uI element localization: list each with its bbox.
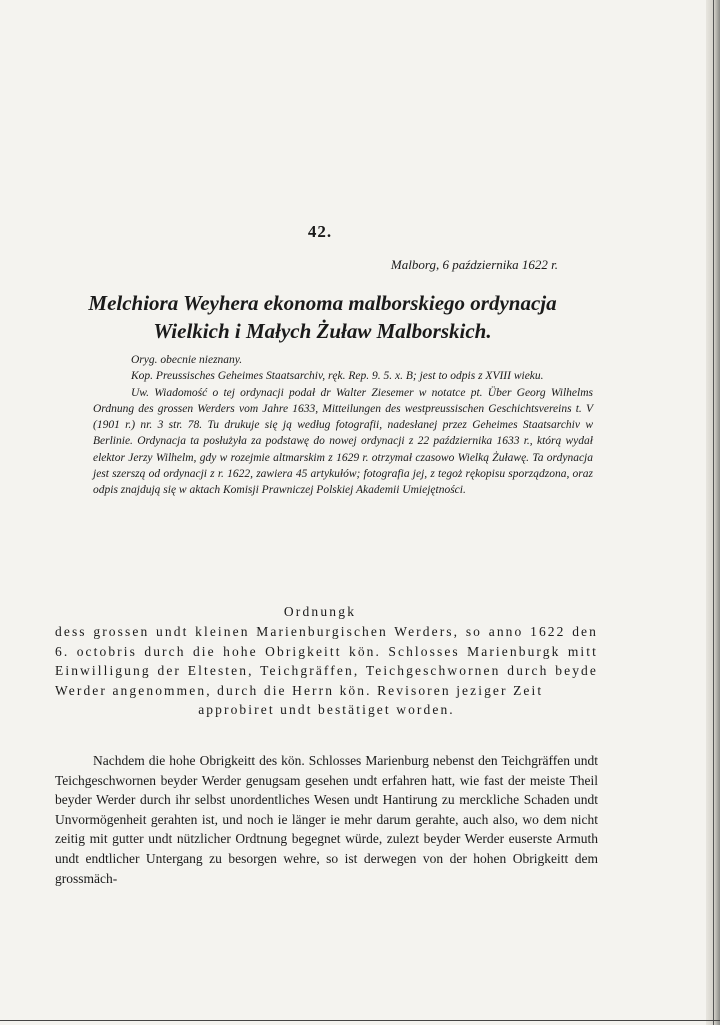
body-paragraph: Nachdem die hohe Obrigkeitt des kön. Schlosses Marienburg nebenst den Teichgräffen undt Teichgeschwornen beyder Werder genugsam gesehen undt erfahren hatt, wie fast der meiste Theil beyder Werder durch ihr selbst unordentliches Wesen undt Hantirung zu merckliche Schaden undt Unvormögenheit gerahten ist, und noch ie länger ie mehr darum gerahte, auch also, wo dem nicht zeitig mit gutter undt nützlicher Ordtnung begegnet würde, zulezt beyder Werder euserste Armuth undt endtlicher Untergang zu besorgen wehre, so ist derwegen von der hohen Obrigkeitt dem grossmäch- <box>55 753 598 886</box>
document-title: Melchiora Weyhera ekonoma malborskiego ordynacja Wielkich i Małych Żuław Malborskich. <box>88 291 557 343</box>
preamble-end: approbiret undt bestätiget worden. <box>198 702 455 718</box>
document-number: 42. <box>307 222 333 241</box>
section-heading: Ordnungk <box>283 604 357 619</box>
editorial-notes <box>93 352 593 499</box>
note-copy: Kop. Preussisches Geheimes Staatsarchiv, ręk. Rep. 9. 5. x. B; jest to odpis z XVIII wieku. <box>131 370 544 383</box>
note-remarks: Uw. Wiadomość o tej ordynacji podał dr Walter Ziesemer w notatce pt. Über Georg Wilhelms Ordnung des grossen Werders vom Jahre 1633, Mitteilungen des westpreussischen Geschichtsvereins t. V (1901 r.) nr. 3 str. 78. Tu drukuje się ją według fotografii, nadesłanej przez Geheimes Staatsarchiv w Berlinie. Ordynacja ta posłużyła za podstawę do nowej ordynacji z 22 października 1633 r., którą wydał elektor Jerzy Wilhelm, gdy w rozejmie altmarskim z 1629 r. otrzymał czasowo Wielką Żuławę. Ta ordynacja jest szerszą od ordynacji z r. 1622, zawiera 45 artykułów; fotografia jej, z tegoż rękopisu sporządzona, oraz odpis znajdują się w aktach Komisji Prawniczej Polskiej Akademii Umiejętności. <box>93 386 593 497</box>
page-edge-line <box>713 0 714 1025</box>
page-bottom-line <box>0 1020 720 1021</box>
note-original: Oryg. obecnie nieznany. <box>131 354 243 366</box>
dateline: Malborg, 6 października 1622 r. <box>390 257 558 272</box>
body-text <box>55 751 598 888</box>
preamble-text: dess grossen undt kleinen Marienburgischen Werders, so anno 1622 den 6. octobris durch die hohe Obrigkeitt kön. Schlosses Marienburgk mitt Einwilligung der Eltesten, Teichgräffen, Teichgeschwornen durch beyde Werder angenommen, durch die Herrn kön. Revisoren jeziger Zeit <box>55 624 598 698</box>
preamble <box>55 622 598 720</box>
